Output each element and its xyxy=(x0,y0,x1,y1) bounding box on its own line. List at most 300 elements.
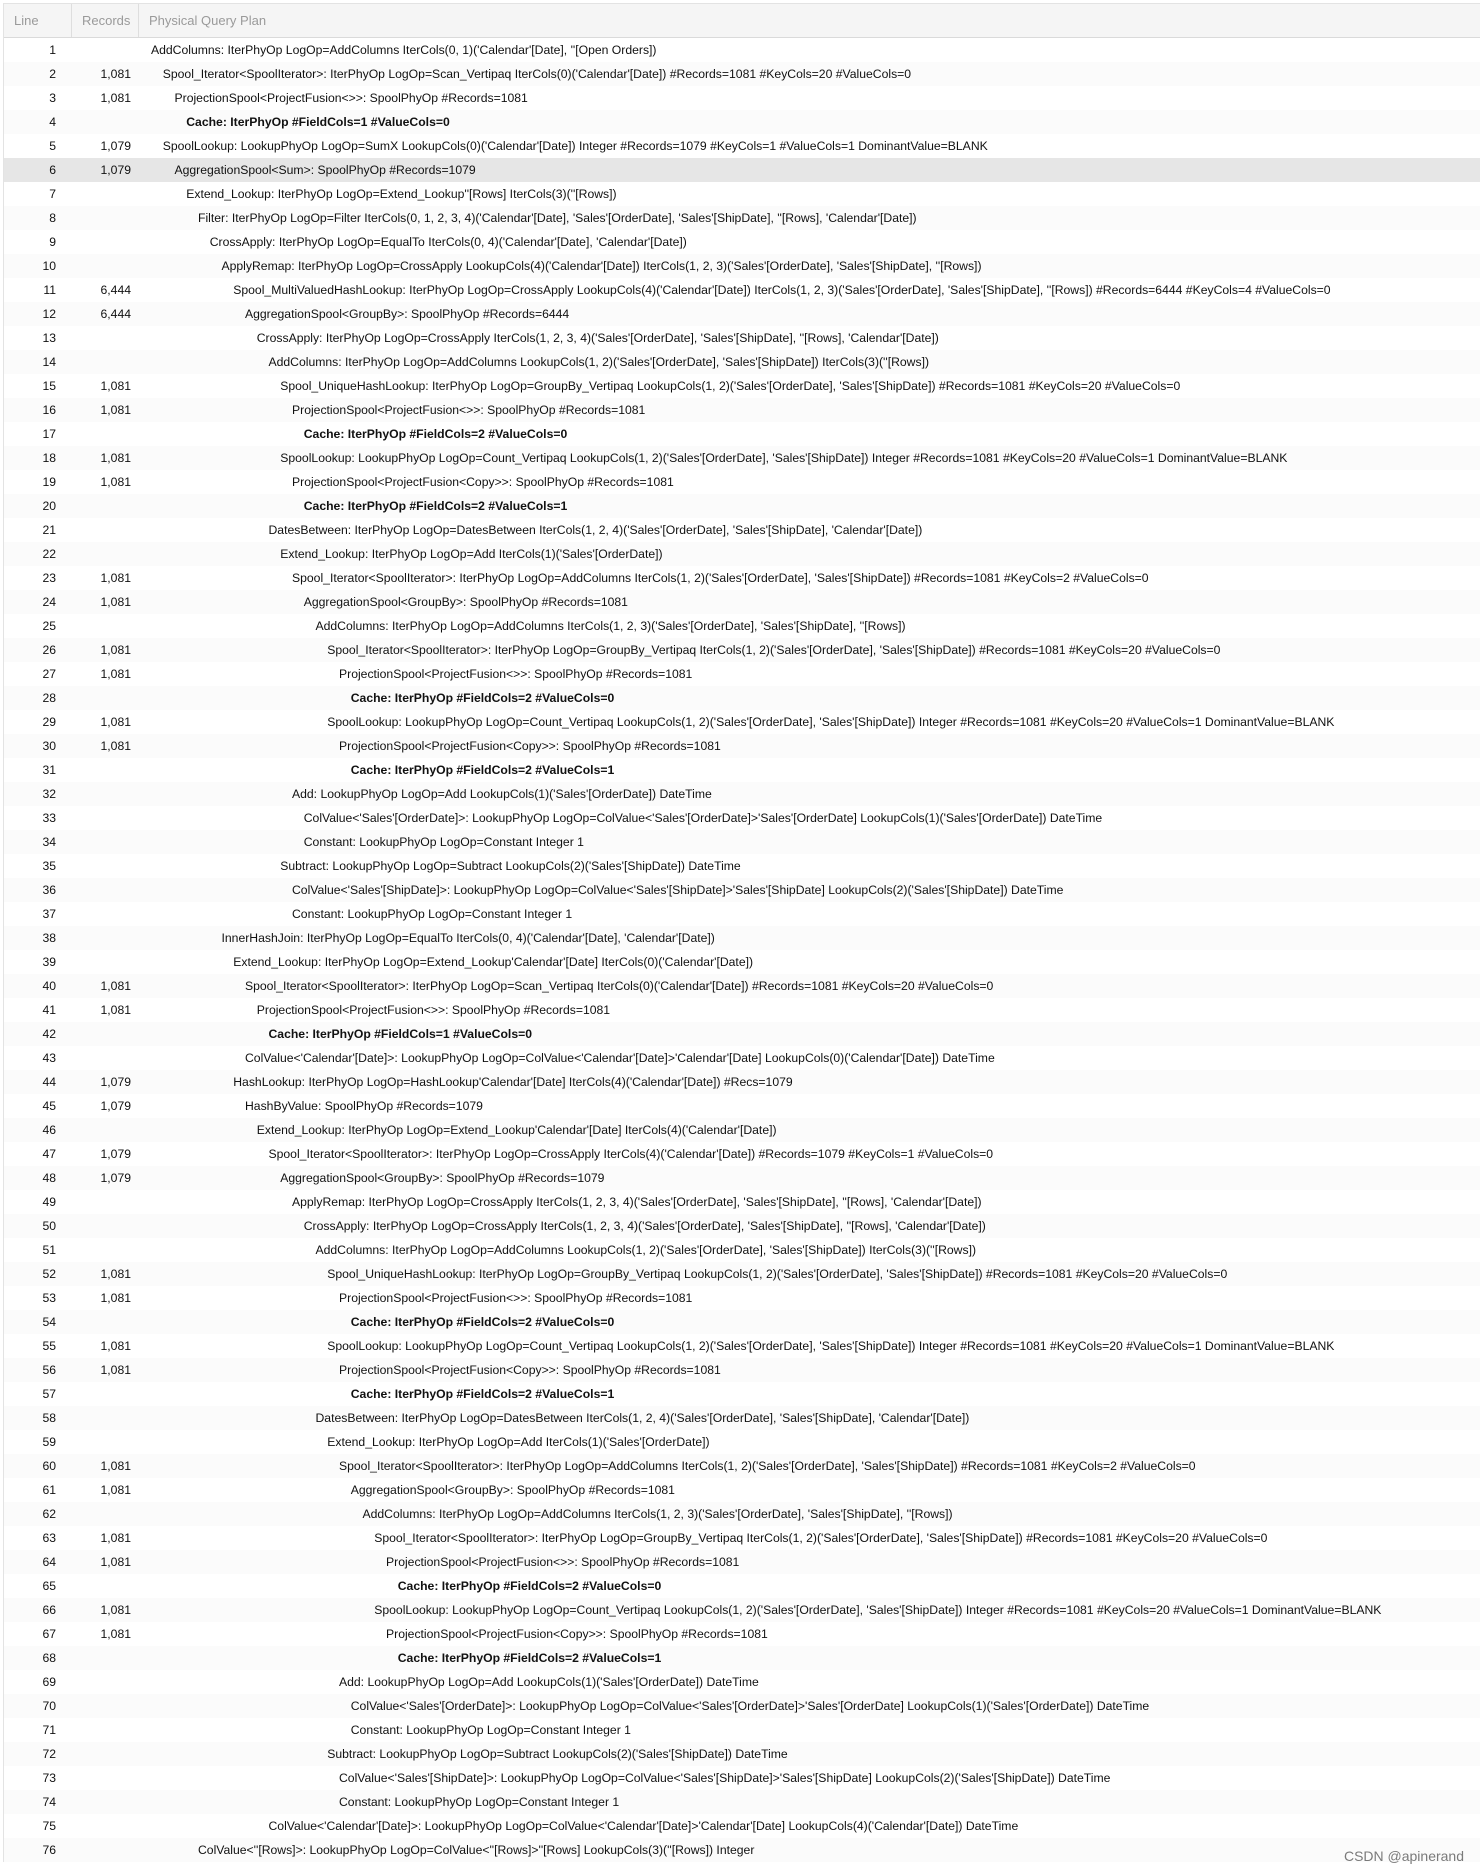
row-plan-text: Cache: IterPhyOp #FieldCols=1 #ValueCols=0 xyxy=(186,115,450,129)
row-plan-cell xyxy=(131,494,1480,518)
row-line-number: 4 xyxy=(49,115,56,129)
row-line-number: 7 xyxy=(49,187,56,201)
row-plan-cell xyxy=(131,1406,1480,1430)
row-line-number: 25 xyxy=(42,619,56,633)
row-plan-text: AddColumns: IterPhyOp LogOp=AddColumns IterCols(1, 2, 3)('Sales'[OrderDate], 'Sales'[ShipDate], ''[Rows]) xyxy=(315,619,906,633)
row-plan-text: Spool_Iterator<SpoolIterator>: IterPhyOp LogOp=AddColumns IterCols(1, 2)('Sales'[OrderDate], 'Sales'[ShipDate]) #Records=1081 #KeyCols=2 #ValueCols=0 xyxy=(339,1459,1196,1473)
row-plan-text: ApplyRemap: IterPhyOp LogOp=CrossApply LookupCols(4)('Calendar'[Date]) IterCols(1, 2, 3)('Sales'[OrderDate], 'Sales'[ShipDate], ''[Rows]) xyxy=(221,259,982,273)
row-records: 6,444 xyxy=(100,307,131,321)
row-plan-cell xyxy=(131,1742,1480,1766)
row-plan-text: Cache: IterPhyOp #FieldCols=2 #ValueCols=1 xyxy=(397,1651,662,1665)
row-plan-cell xyxy=(131,950,1480,974)
table-row[interactable] xyxy=(4,1382,1480,1406)
row-plan-text: ColValue<'Sales'[OrderDate]>: LookupPhyOp LogOp=ColValue<'Sales'[OrderDate]>'Sales'[OrderDate] LookupCols(1)('Sales'[OrderDate]) DateTime xyxy=(303,811,1103,825)
row-plan-cell xyxy=(131,566,1480,590)
row-line-number: 2 xyxy=(49,67,56,81)
row-line-number: 48 xyxy=(42,1171,56,1185)
row-records: 1,081 xyxy=(100,739,131,753)
table-row[interactable] xyxy=(4,326,1480,350)
table-row[interactable] xyxy=(4,1742,1480,1766)
row-plan-text: Cache: IterPhyOp #FieldCols=2 #ValueCols=1 xyxy=(350,763,615,777)
row-plan-text: ProjectionSpool<ProjectFusion<>>: SpoolPhyOp #Records=1081 xyxy=(256,1003,611,1017)
row-line-number: 55 xyxy=(42,1339,56,1353)
row-plan-cell xyxy=(131,1670,1480,1694)
table-row[interactable] xyxy=(4,230,1480,254)
table-row[interactable] xyxy=(4,1670,1480,1694)
row-records: 1,079 xyxy=(100,1075,131,1089)
row-line-number: 51 xyxy=(42,1243,56,1257)
row-plan-cell xyxy=(131,638,1480,662)
row-plan-text: Cache: IterPhyOp #FieldCols=1 #ValueCols=0 xyxy=(268,1027,532,1041)
table-row[interactable] xyxy=(4,1406,1480,1430)
table-row[interactable] xyxy=(4,1046,1480,1070)
query-plan-grid xyxy=(3,3,1480,1862)
table-row[interactable] xyxy=(4,1718,1480,1742)
row-plan-cell xyxy=(131,1430,1480,1454)
row-line-number: 69 xyxy=(42,1675,56,1689)
table-row[interactable] xyxy=(4,398,1480,422)
row-line-number: 30 xyxy=(42,739,56,753)
table-row[interactable] xyxy=(4,806,1480,830)
table-row[interactable] xyxy=(4,710,1480,734)
row-line-number: 17 xyxy=(42,427,56,441)
table-row[interactable] xyxy=(4,350,1480,374)
row-records: 1,081 xyxy=(100,1267,131,1281)
row-plan-text: AggregationSpool<GroupBy>: SpoolPhyOp #Records=6444 xyxy=(245,307,570,321)
row-plan-cell xyxy=(131,1190,1480,1214)
table-row[interactable] xyxy=(4,1166,1480,1190)
table-row[interactable] xyxy=(4,446,1480,470)
row-plan-cell xyxy=(131,734,1480,758)
row-plan-text: Cache: IterPhyOp #FieldCols=2 #ValueCols=0 xyxy=(350,1315,615,1329)
row-plan-cell xyxy=(131,662,1480,686)
table-row[interactable] xyxy=(4,1118,1480,1142)
row-line-number: 68 xyxy=(42,1651,56,1665)
row-plan-text: SpoolLookup: LookupPhyOp LogOp=Count_Vertipaq LookupCols(1, 2)('Sales'[OrderDate], 'Sales'[ShipDate]) Integer #Records=1081 #KeyCols=20 #ValueCols=1 DominantValue=BLANK xyxy=(374,1603,1382,1617)
row-plan-cell xyxy=(131,518,1480,542)
row-line-number: 41 xyxy=(42,1003,56,1017)
row-plan-cell xyxy=(131,1502,1480,1526)
row-plan-cell xyxy=(131,134,1480,158)
row-line-number: 10 xyxy=(42,259,56,273)
row-plan-cell xyxy=(131,1238,1480,1262)
row-records: 1,081 xyxy=(100,379,131,393)
row-plan-text: ColValue<'Sales'[ShipDate]>: LookupPhyOp LogOp=ColValue<'Sales'[ShipDate]>'Sales'[ShipDate] LookupCols(2)('Sales'[ShipDate]) DateTime xyxy=(339,1771,1111,1785)
row-plan-cell xyxy=(131,1694,1480,1718)
row-plan-cell xyxy=(131,302,1480,326)
table-row[interactable] xyxy=(4,1766,1480,1790)
row-line-number: 60 xyxy=(42,1459,56,1473)
table-row[interactable] xyxy=(4,590,1480,614)
row-line-number: 15 xyxy=(42,379,56,393)
row-plan-cell xyxy=(131,1766,1480,1790)
row-plan-cell xyxy=(131,1286,1480,1310)
row-plan-cell xyxy=(131,854,1480,878)
table-row[interactable] xyxy=(4,1430,1480,1454)
table-row[interactable] xyxy=(4,662,1480,686)
row-plan-text: DatesBetween: IterPhyOp LogOp=DatesBetween IterCols(1, 2, 4)('Sales'[OrderDate], 'Sales'[ShipDate], 'Calendar'[Date]) xyxy=(268,523,923,537)
row-records: 1,081 xyxy=(100,715,131,729)
row-plan-text: Spool_Iterator<SpoolIterator>: IterPhyOp LogOp=GroupBy_Vertipaq IterCols(1, 2)('Sales'[OrderDate], 'Sales'[ShipDate]) #Records=1081 #KeyCols=20 #ValueCols=0 xyxy=(327,643,1221,657)
row-plan-cell xyxy=(131,974,1480,998)
table-row[interactable] xyxy=(4,1214,1480,1238)
table-row[interactable] xyxy=(4,302,1480,326)
row-plan-cell xyxy=(131,38,1480,62)
row-plan-text: SpoolLookup: LookupPhyOp LogOp=SumX LookupCols(0)('Calendar'[Date]) Integer #Records=1079 #KeyCols=1 #ValueCols=1 DominantValue=BLANK xyxy=(162,139,988,153)
column-header-records[interactable]: Records xyxy=(72,4,139,37)
row-plan-text: Extend_Lookup: IterPhyOp LogOp=Extend_Lookup''[Rows] IterCols(3)(''[Rows]) xyxy=(186,187,617,201)
row-plan-cell xyxy=(131,1550,1480,1574)
row-plan-cell xyxy=(131,110,1480,134)
row-records: 1,081 xyxy=(100,1531,131,1545)
row-records: 1,081 xyxy=(100,403,131,417)
table-row[interactable] xyxy=(4,494,1480,518)
table-row[interactable] xyxy=(4,1310,1480,1334)
row-plan-cell xyxy=(131,1070,1480,1094)
row-plan-text: Spool_MultiValuedHashLookup: IterPhyOp LogOp=CrossApply LookupCols(4)('Calendar'[Date]) IterCols(1, 2, 3)('Sales'[OrderDate], 'Sales'[ShipDate], ''[Rows]) #Records=6444 #KeyCols=4 #ValueCols=0 xyxy=(233,283,1331,297)
row-plan-text: DatesBetween: IterPhyOp LogOp=DatesBetween IterCols(1, 2, 4)('Sales'[OrderDate], 'Sales'[ShipDate], 'Calendar'[Date]) xyxy=(315,1411,970,1425)
row-line-number: 26 xyxy=(42,643,56,657)
row-plan-cell xyxy=(131,926,1480,950)
row-plan-cell xyxy=(131,1166,1480,1190)
table-row[interactable] xyxy=(4,734,1480,758)
table-row[interactable] xyxy=(4,470,1480,494)
row-plan-cell xyxy=(131,1790,1480,1814)
table-row[interactable] xyxy=(4,902,1480,926)
row-records: 1,081 xyxy=(100,1363,131,1377)
row-plan-cell xyxy=(131,998,1480,1022)
row-line-number: 22 xyxy=(42,547,56,561)
row-line-number: 3 xyxy=(49,91,56,105)
table-row[interactable] xyxy=(4,878,1480,902)
table-row[interactable] xyxy=(4,518,1480,542)
row-plan-cell xyxy=(131,446,1480,470)
row-plan-text: ColValue<''[Rows]>: LookupPhyOp LogOp=ColValue<''[Rows]>''[Rows] LookupCols(3)(''[Rows]) Integer xyxy=(198,1843,755,1857)
row-plan-text: Cache: IterPhyOp #FieldCols=2 #ValueCols=1 xyxy=(350,1387,615,1401)
row-plan-text: ProjectionSpool<ProjectFusion<>>: SpoolPhyOp #Records=1081 xyxy=(339,667,693,681)
row-records: 1,081 xyxy=(100,1483,131,1497)
row-plan-text: Cache: IterPhyOp #FieldCols=2 #ValueCols=1 xyxy=(303,499,568,513)
row-records: 1,081 xyxy=(100,91,131,105)
row-plan-text: Add: LookupPhyOp LogOp=Add LookupCols(1)('Sales'[OrderDate]) DateTime xyxy=(339,1675,759,1689)
row-records: 1,081 xyxy=(100,979,131,993)
row-plan-text: Extend_Lookup: IterPhyOp LogOp=Add IterCols(1)('Sales'[OrderDate]) xyxy=(327,1435,710,1449)
row-line-number: 46 xyxy=(42,1123,56,1137)
row-plan-text: ColValue<'Calendar'[Date]>: LookupPhyOp LogOp=ColValue<'Calendar'[Date]>'Calendar'[Date] LookupCols(0)('Calendar'[Date]) DateTime xyxy=(245,1051,995,1065)
row-records: 1,081 xyxy=(100,1003,131,1017)
row-line-number: 53 xyxy=(42,1291,56,1305)
row-plan-cell xyxy=(131,1478,1480,1502)
row-line-number: 76 xyxy=(42,1843,56,1857)
row-plan-cell xyxy=(131,350,1480,374)
row-plan-cell xyxy=(131,182,1480,206)
row-line-number: 11 xyxy=(43,283,56,297)
row-plan-text: CrossApply: IterPhyOp LogOp=CrossApply IterCols(1, 2, 3, 4)('Sales'[OrderDate], 'Sales'[ShipDate], ''[Rows], 'Calendar'[Date]) xyxy=(303,1219,986,1233)
row-line-number: 45 xyxy=(42,1099,56,1113)
row-records: 1,081 xyxy=(100,667,131,681)
row-line-number: 28 xyxy=(42,691,56,705)
table-row[interactable] xyxy=(4,134,1480,158)
row-plan-text: ProjectionSpool<ProjectFusion<Copy>>: SpoolPhyOp #Records=1081 xyxy=(386,1627,768,1641)
row-plan-text: Spool_UniqueHashLookup: IterPhyOp LogOp=GroupBy_Vertipaq LookupCols(1, 2)('Sales'[OrderDate], 'Sales'[ShipDate]) #Records=1081 #KeyCols=20 #ValueCols=0 xyxy=(280,379,1181,393)
table-row[interactable] xyxy=(4,278,1480,302)
row-line-number: 35 xyxy=(42,859,56,873)
row-line-number: 12 xyxy=(42,307,56,321)
row-line-number: 47 xyxy=(42,1147,56,1161)
row-line-number: 44 xyxy=(42,1075,56,1089)
row-line-number: 37 xyxy=(42,907,56,921)
grid-rows xyxy=(4,38,1480,1862)
row-plan-text: Spool_UniqueHashLookup: IterPhyOp LogOp=GroupBy_Vertipaq LookupCols(1, 2)('Sales'[OrderDate], 'Sales'[ShipDate]) #Records=1081 #KeyCols=20 #ValueCols=0 xyxy=(327,1267,1228,1281)
row-plan-cell xyxy=(131,422,1480,446)
row-plan-text: Cache: IterPhyOp #FieldCols=2 #ValueCols=0 xyxy=(397,1579,662,1593)
row-plan-text: ProjectionSpool<ProjectFusion<>>: SpoolPhyOp #Records=1081 xyxy=(174,91,528,105)
row-plan-text: ProjectionSpool<ProjectFusion<>>: SpoolPhyOp #Records=1081 xyxy=(339,1291,693,1305)
row-plan-cell xyxy=(131,1646,1480,1670)
table-row[interactable] xyxy=(4,1262,1480,1286)
table-row[interactable] xyxy=(4,1622,1480,1646)
table-row[interactable] xyxy=(4,182,1480,206)
table-row[interactable] xyxy=(4,566,1480,590)
row-line-number: 5 xyxy=(49,139,56,153)
row-records: 1,081 xyxy=(100,451,131,465)
row-plan-cell xyxy=(131,758,1480,782)
row-plan-text: Cache: IterPhyOp #FieldCols=2 #ValueCols=0 xyxy=(350,691,615,705)
row-plan-text: AggregationSpool<GroupBy>: SpoolPhyOp #Records=1079 xyxy=(280,1171,605,1185)
row-records: 1,081 xyxy=(100,1627,131,1641)
row-records: 1,079 xyxy=(100,1147,131,1161)
table-row[interactable] xyxy=(4,782,1480,806)
row-plan-cell xyxy=(131,230,1480,254)
table-row[interactable] xyxy=(4,854,1480,878)
row-plan-text: Spool_Iterator<SpoolIterator>: IterPhyOp LogOp=GroupBy_Vertipaq IterCols(1, 2)('Sales'[OrderDate], 'Sales'[ShipDate]) #Records=1081 #KeyCols=20 #ValueCols=0 xyxy=(374,1531,1268,1545)
row-plan-text: CrossApply: IterPhyOp LogOp=CrossApply IterCols(1, 2, 3, 4)('Sales'[OrderDate], 'Sales'[ShipDate], ''[Rows], 'Calendar'[Date]) xyxy=(256,331,939,345)
row-line-number: 1 xyxy=(49,43,56,57)
table-row[interactable] xyxy=(4,1022,1480,1046)
row-records: 1,081 xyxy=(100,475,131,489)
row-line-number: 34 xyxy=(42,835,56,849)
table-row[interactable] xyxy=(4,1238,1480,1262)
row-line-number: 19 xyxy=(42,475,56,489)
row-plan-text: Extend_Lookup: IterPhyOp LogOp=Add IterCols(1)('Sales'[OrderDate]) xyxy=(280,547,663,561)
row-plan-cell xyxy=(131,470,1480,494)
row-plan-text: Spool_Iterator<SpoolIterator>: IterPhyOp LogOp=CrossApply IterCols(4)('Calendar'[Date]) #Records=1079 #KeyCols=1 #ValueCols=0 xyxy=(268,1147,994,1161)
row-plan-cell xyxy=(131,1574,1480,1598)
row-line-number: 63 xyxy=(42,1531,56,1545)
table-row[interactable] xyxy=(4,62,1480,86)
row-line-number: 62 xyxy=(42,1507,56,1521)
row-line-number: 43 xyxy=(42,1051,56,1065)
row-plan-text: AddColumns: IterPhyOp LogOp=AddColumns IterCols(1, 2, 3)('Sales'[OrderDate], 'Sales'[ShipDate], ''[Rows]) xyxy=(362,1507,953,1521)
table-row[interactable] xyxy=(4,1142,1480,1166)
table-row[interactable] xyxy=(4,926,1480,950)
row-line-number: 20 xyxy=(42,499,56,513)
row-plan-text: AggregationSpool<GroupBy>: SpoolPhyOp #Records=1081 xyxy=(303,595,628,609)
row-plan-cell xyxy=(131,1118,1480,1142)
row-plan-cell xyxy=(131,590,1480,614)
row-plan-text: ProjectionSpool<ProjectFusion<Copy>>: SpoolPhyOp #Records=1081 xyxy=(339,739,721,753)
table-row[interactable] xyxy=(4,38,1480,62)
row-records: 1,079 xyxy=(100,163,131,177)
row-plan-text: ColValue<'Sales'[ShipDate]>: LookupPhyOp LogOp=ColValue<'Sales'[ShipDate]>'Sales'[ShipDate] LookupCols(2)('Sales'[ShipDate]) DateTime xyxy=(292,883,1064,897)
row-plan-text: AddColumns: IterPhyOp LogOp=AddColumns IterCols(0, 1)('Calendar'[Date], ''[Open Orders]) xyxy=(151,43,657,57)
row-records: 1,079 xyxy=(100,1099,131,1113)
row-line-number: 36 xyxy=(42,883,56,897)
table-row[interactable] xyxy=(4,614,1480,638)
table-row[interactable] xyxy=(4,1646,1480,1670)
row-line-number: 61 xyxy=(42,1483,56,1497)
row-records: 1,081 xyxy=(100,595,131,609)
row-plan-text: Constant: LookupPhyOp LogOp=Constant Integer 1 xyxy=(339,1795,620,1809)
row-line-number: 49 xyxy=(42,1195,56,1209)
row-plan-cell xyxy=(131,806,1480,830)
row-plan-text: SpoolLookup: LookupPhyOp LogOp=Count_Vertipaq LookupCols(1, 2)('Sales'[OrderDate], 'Sales'[ShipDate]) Integer #Records=1081 #KeyCols=20 #ValueCols=1 DominantValue=BLANK xyxy=(280,451,1288,465)
row-records: 1,081 xyxy=(100,1459,131,1473)
row-line-number: 58 xyxy=(42,1411,56,1425)
table-row[interactable] xyxy=(4,950,1480,974)
column-header-plan[interactable]: Physical Query Plan xyxy=(149,13,267,28)
row-plan-text: Spool_Iterator<SpoolIterator>: IterPhyOp LogOp=Scan_Vertipaq IterCols(0)('Calendar'[Date]) #Records=1081 #KeyCols=20 #ValueCols=0 xyxy=(162,67,912,81)
table-row[interactable] xyxy=(4,110,1480,134)
table-row[interactable] xyxy=(4,1790,1480,1814)
table-row[interactable] xyxy=(4,1814,1480,1838)
row-plan-cell xyxy=(131,1310,1480,1334)
row-line-number: 8 xyxy=(49,211,56,225)
row-plan-cell xyxy=(131,158,1480,182)
row-plan-text: Extend_Lookup: IterPhyOp LogOp=Extend_Lookup'Calendar'[Date] IterCols(4)('Calendar'[Date]) xyxy=(256,1123,777,1137)
table-row[interactable] xyxy=(4,1094,1480,1118)
row-plan-cell xyxy=(131,1094,1480,1118)
row-plan-cell xyxy=(131,1382,1480,1406)
table-row[interactable] xyxy=(4,974,1480,998)
row-plan-cell xyxy=(131,1622,1480,1646)
row-plan-cell xyxy=(131,1046,1480,1070)
table-row[interactable] xyxy=(4,1478,1480,1502)
table-row[interactable] xyxy=(4,422,1480,446)
row-plan-text: ProjectionSpool<ProjectFusion<>>: SpoolPhyOp #Records=1081 xyxy=(386,1555,740,1569)
grid-header xyxy=(4,3,1480,38)
row-plan-text: Constant: LookupPhyOp LogOp=Constant Integer 1 xyxy=(303,835,584,849)
row-line-number: 75 xyxy=(42,1819,56,1833)
table-row[interactable] xyxy=(4,1190,1480,1214)
table-row[interactable] xyxy=(4,1358,1480,1382)
row-plan-text: SpoolLookup: LookupPhyOp LogOp=Count_Vertipaq LookupCols(1, 2)('Sales'[OrderDate], 'Sales'[ShipDate]) Integer #Records=1081 #KeyCols=20 #ValueCols=1 DominantValue=BLANK xyxy=(327,715,1335,729)
row-line-number: 31 xyxy=(42,763,56,777)
table-row[interactable] xyxy=(4,1334,1480,1358)
row-line-number: 27 xyxy=(42,667,56,681)
row-plan-cell xyxy=(131,902,1480,926)
row-plan-cell xyxy=(131,614,1480,638)
row-plan-text: Extend_Lookup: IterPhyOp LogOp=Extend_Lookup'Calendar'[Date] IterCols(0)('Calendar'[Date]) xyxy=(233,955,754,969)
row-line-number: 74 xyxy=(42,1795,56,1809)
row-plan-text: ColValue<'Calendar'[Date]>: LookupPhyOp LogOp=ColValue<'Calendar'[Date]>'Calendar'[Date] LookupCols(4)('Calendar'[Date]) DateTime xyxy=(268,1819,1019,1833)
row-line-number: 38 xyxy=(42,931,56,945)
row-records: 1,081 xyxy=(100,1603,131,1617)
row-plan-text: Subtract: LookupPhyOp LogOp=Subtract LookupCols(2)('Sales'[ShipDate]) DateTime xyxy=(280,859,741,873)
row-plan-cell xyxy=(131,1598,1480,1622)
row-plan-cell xyxy=(131,710,1480,734)
row-plan-cell xyxy=(131,206,1480,230)
table-row[interactable] xyxy=(4,158,1480,182)
table-row[interactable] xyxy=(4,1070,1480,1094)
row-records: 1,081 xyxy=(100,1339,131,1353)
row-plan-text: AddColumns: IterPhyOp LogOp=AddColumns LookupCols(1, 2)('Sales'[OrderDate], 'Sales'[ShipDate]) IterCols(3)(''[Rows]) xyxy=(315,1243,977,1257)
row-plan-cell xyxy=(131,542,1480,566)
row-plan-cell xyxy=(131,62,1480,86)
row-plan-text: Constant: LookupPhyOp LogOp=Constant Integer 1 xyxy=(292,907,573,921)
row-plan-cell xyxy=(131,254,1480,278)
row-plan-cell xyxy=(131,830,1480,854)
row-line-number: 39 xyxy=(42,955,56,969)
table-row[interactable] xyxy=(4,998,1480,1022)
table-row[interactable] xyxy=(4,1286,1480,1310)
table-row[interactable] xyxy=(4,830,1480,854)
row-plan-cell xyxy=(131,1214,1480,1238)
row-line-number: 24 xyxy=(42,595,56,609)
row-plan-cell xyxy=(131,1814,1480,1838)
table-row[interactable] xyxy=(4,86,1480,110)
row-plan-text: Add: LookupPhyOp LogOp=Add LookupCols(1)('Sales'[OrderDate]) DateTime xyxy=(292,787,712,801)
table-row[interactable] xyxy=(4,758,1480,782)
row-plan-text: Filter: IterPhyOp LogOp=Filter IterCols(0, 1, 2, 3, 4)('Calendar'[Date], 'Sales'[OrderDate], 'Sales'[ShipDate], ''[Rows], 'Calendar'[Date]) xyxy=(198,211,917,225)
table-row[interactable] xyxy=(4,1838,1480,1862)
row-records: 1,079 xyxy=(100,139,131,153)
row-plan-cell xyxy=(131,1718,1480,1742)
column-header-line[interactable]: Line xyxy=(4,4,72,37)
row-line-number: 66 xyxy=(42,1603,56,1617)
row-records: 1,081 xyxy=(100,643,131,657)
table-row[interactable] xyxy=(4,1502,1480,1526)
row-line-number: 16 xyxy=(42,403,56,417)
row-plan-text: Spool_Iterator<SpoolIterator>: IterPhyOp LogOp=Scan_Vertipaq IterCols(0)('Calendar'[Date]) #Records=1081 #KeyCols=20 #ValueCols=0 xyxy=(245,979,994,993)
table-row[interactable] xyxy=(4,254,1480,278)
table-row[interactable] xyxy=(4,1550,1480,1574)
row-plan-text: SpoolLookup: LookupPhyOp LogOp=Count_Vertipaq LookupCols(1, 2)('Sales'[OrderDate], 'Sales'[ShipDate]) Integer #Records=1081 #KeyCols=20 #ValueCols=1 DominantValue=BLANK xyxy=(327,1339,1335,1353)
row-plan-text: ColValue<'Sales'[OrderDate]>: LookupPhyOp LogOp=ColValue<'Sales'[OrderDate]>'Sales'[OrderDate] LookupCols(1)('Sales'[OrderDate]) DateTime xyxy=(350,1699,1150,1713)
row-plan-text: ProjectionSpool<ProjectFusion<>>: SpoolPhyOp #Records=1081 xyxy=(292,403,646,417)
row-line-number: 59 xyxy=(42,1435,56,1449)
row-line-number: 65 xyxy=(42,1579,56,1593)
row-plan-text: ProjectionSpool<ProjectFusion<Copy>>: SpoolPhyOp #Records=1081 xyxy=(339,1363,721,1377)
row-records: 1,081 xyxy=(100,1555,131,1569)
table-row[interactable] xyxy=(4,542,1480,566)
table-row[interactable] xyxy=(4,686,1480,710)
table-row[interactable] xyxy=(4,1598,1480,1622)
row-line-number: 64 xyxy=(42,1555,56,1569)
row-plan-cell xyxy=(131,1262,1480,1286)
row-records: 1,081 xyxy=(100,1291,131,1305)
row-plan-text: ApplyRemap: IterPhyOp LogOp=CrossApply IterCols(1, 2, 3, 4)('Sales'[OrderDate], 'Sales'[ShipDate], ''[Rows], 'Calendar'[Date]) xyxy=(292,1195,982,1209)
row-line-number: 21 xyxy=(42,523,56,537)
row-line-number: 18 xyxy=(42,451,56,465)
row-plan-text: ProjectionSpool<ProjectFusion<Copy>>: SpoolPhyOp #Records=1081 xyxy=(292,475,674,489)
table-row[interactable] xyxy=(4,1526,1480,1550)
table-row[interactable] xyxy=(4,206,1480,230)
table-row[interactable] xyxy=(4,638,1480,662)
row-line-number: 42 xyxy=(42,1027,56,1041)
table-row[interactable] xyxy=(4,1454,1480,1478)
watermark: CSDN @apinerand xyxy=(1343,1848,1464,1864)
table-row[interactable] xyxy=(4,374,1480,398)
row-line-number: 67 xyxy=(42,1627,56,1641)
row-line-number: 29 xyxy=(42,715,56,729)
table-row[interactable] xyxy=(4,1574,1480,1598)
row-plan-text: AggregationSpool<GroupBy>: SpoolPhyOp #Records=1081 xyxy=(350,1483,675,1497)
row-plan-cell xyxy=(131,86,1480,110)
row-line-number: 9 xyxy=(49,235,56,249)
table-row[interactable] xyxy=(4,1694,1480,1718)
row-line-number: 33 xyxy=(42,811,56,825)
